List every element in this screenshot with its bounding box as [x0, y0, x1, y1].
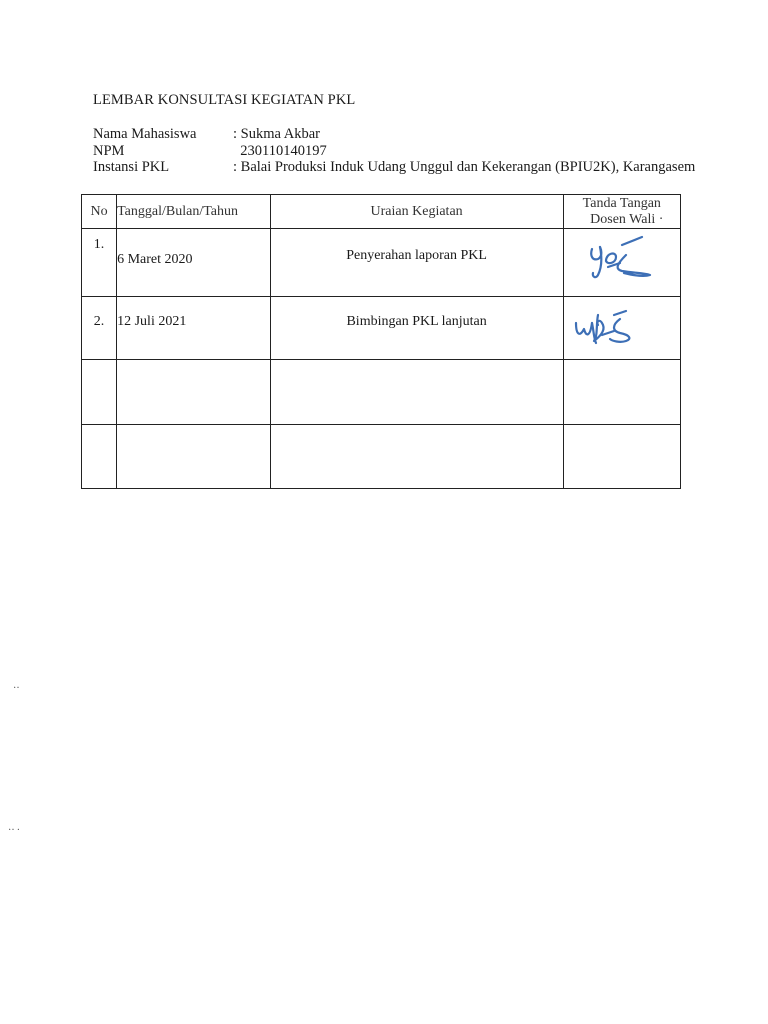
row-activity: Bimbingan PKL lanjutan [346, 314, 487, 329]
header-activity: Uraian Kegiatan [270, 195, 563, 229]
table-row [82, 297, 681, 360]
row-activity-cell [270, 360, 563, 425]
stray-mark: ‥ . [8, 822, 20, 833]
table-row [82, 229, 681, 297]
info-label: Instansi PKL [93, 159, 170, 175]
row-date: 12 Juli 2021 [117, 314, 187, 329]
row-number-cell [82, 229, 117, 297]
info-value: : Sukma Akbar [233, 126, 320, 142]
table-header-row [82, 195, 681, 229]
row-signature-cell [563, 229, 680, 297]
document-title: LEMBAR KONSULTASI KEGIATAN PKL [93, 92, 356, 108]
row-activity-cell [270, 425, 563, 489]
row-signature-cell [563, 297, 680, 360]
row-date-cell [117, 229, 271, 297]
row-number-cell [82, 297, 117, 360]
row-activity-cell [270, 229, 563, 297]
row-number-cell [82, 360, 117, 425]
row-activity-cell [270, 297, 563, 360]
info-label: Nama Mahasiswa [93, 126, 197, 142]
header-no: No [82, 195, 117, 229]
header-signature-line1: Tanda Tangan [582, 195, 661, 211]
row-signature-cell [563, 425, 680, 489]
row-date-cell [117, 360, 271, 425]
row-signature-cell [563, 360, 680, 425]
header-signature-line2: Dosen Wali · [590, 211, 664, 227]
table-row [82, 425, 681, 489]
row-number: 1. [93, 237, 105, 252]
handwritten-signature-2 [572, 305, 652, 355]
handwritten-signature-1 [582, 235, 662, 285]
info-value: 230110140197 [233, 143, 327, 159]
table-row [82, 360, 681, 425]
row-number-cell [82, 425, 117, 489]
stray-mark: ‥ [13, 680, 20, 691]
row-date: 6 Maret 2020 [117, 252, 193, 267]
info-value: : Balai Produksi Induk Udang Unggul dan Kekerangan (BPIU2K), Karangasem [233, 159, 696, 175]
consultation-table [81, 194, 681, 489]
header-signature [563, 195, 680, 229]
info-label: NPM [93, 143, 125, 159]
row-number: 2. [93, 314, 105, 329]
row-date-cell [117, 425, 271, 489]
header-date: Tanggal/Bulan/Tahun [117, 195, 271, 229]
row-date-cell [117, 297, 271, 360]
row-activity: Penyerahan laporan PKL [346, 248, 487, 263]
